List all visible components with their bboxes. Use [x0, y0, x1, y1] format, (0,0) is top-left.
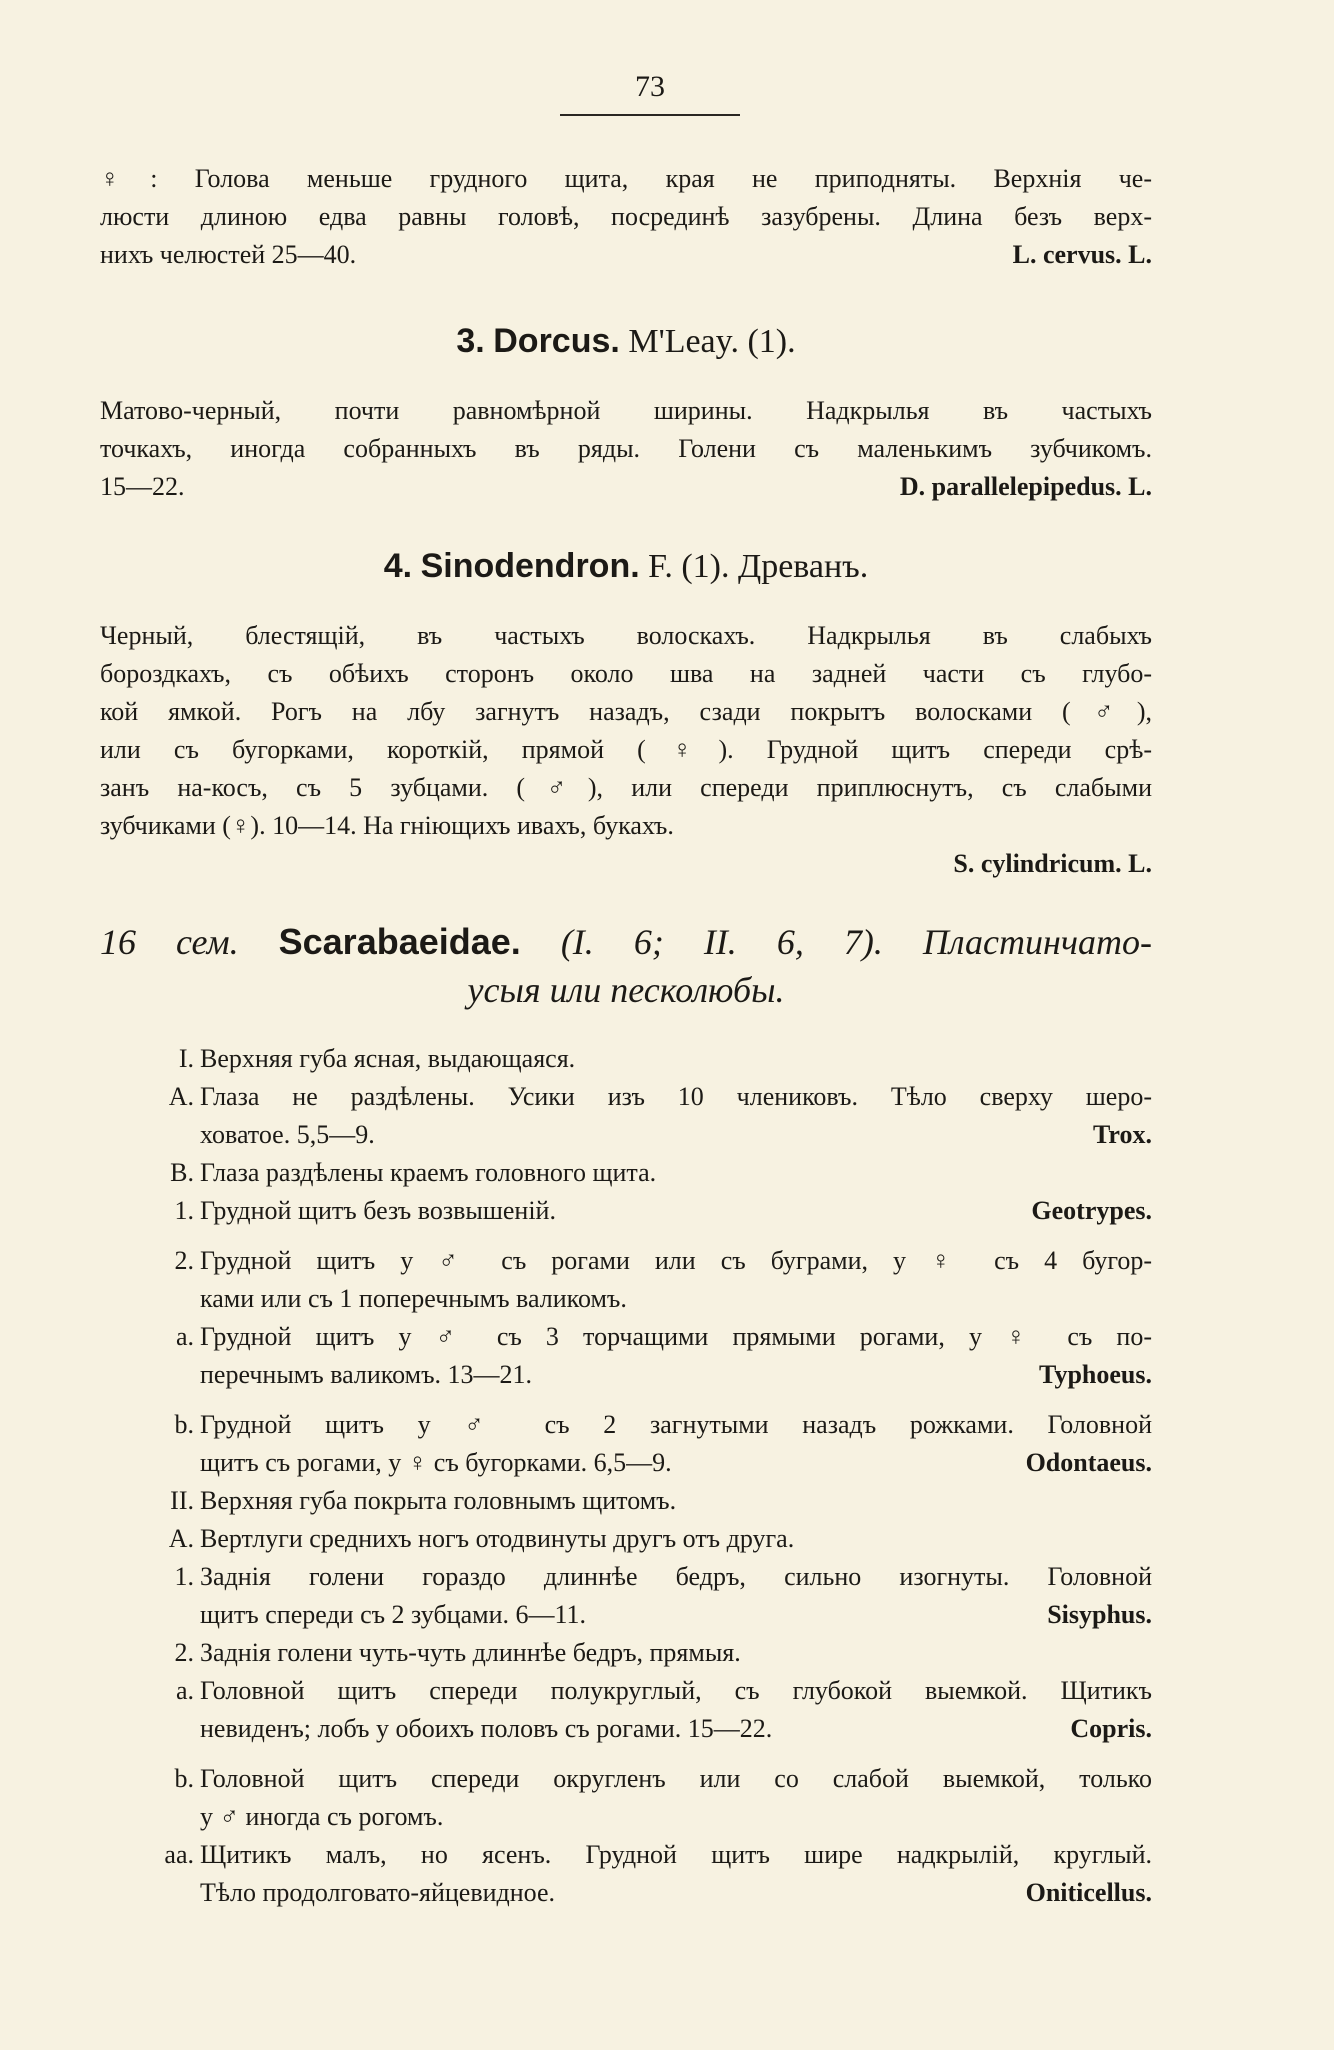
- key-label: b.: [174, 1410, 194, 1439]
- text-line-with-species: [100, 236, 1152, 274]
- text-line: ховатое. 5,5—9.: [200, 1120, 375, 1149]
- family-heading: [100, 918, 1152, 1014]
- key-label: aa.: [164, 1840, 194, 1869]
- text-line: Грудной щитъ безъ возвышеній.: [200, 1196, 556, 1225]
- text-line: зубчиками (♀). 10—14. На гніющихъ ивахъ, букахъ.: [100, 811, 674, 840]
- species-name: Trox.: [1093, 1120, 1152, 1149]
- text-line-with-species: [200, 1710, 1152, 1748]
- text-line: ками или съ 1 поперечнымъ валикомъ.: [200, 1284, 627, 1313]
- key-label: 1.: [174, 1196, 194, 1225]
- dorcus-paragraph: [100, 392, 1152, 506]
- text-line: Вертлуги среднихъ ногъ отодвинуты другъ отъ друга.: [200, 1524, 795, 1553]
- text-line: Грудной щитъ у ♂ съ 3 торчащими прямыми рогами, у ♀ съ по-: [200, 1322, 1152, 1351]
- genus-heading-dorcus: [100, 322, 1152, 361]
- key-item: [100, 1558, 1152, 1634]
- text-line: щитъ съ рогами, у ♀ съ бугорками. 6,5—9.: [200, 1448, 672, 1477]
- key-label: A.: [168, 1524, 194, 1553]
- page-number: 73: [635, 70, 665, 103]
- key-label: B.: [170, 1158, 194, 1187]
- key-item: [100, 1836, 1152, 1912]
- key-item: [100, 1482, 1152, 1520]
- species-name: D. parallelepipedus. L.: [899, 472, 1152, 501]
- text-line: кой ямкой. Рогъ на лбу загнутъ назадъ, сзади покрытъ волосками (♂),: [100, 697, 1152, 726]
- family-number: 16 сем.: [100, 922, 239, 962]
- family-refs: (I. 6; II. 6, 7).: [560, 922, 883, 962]
- sinodendron-paragraph: [100, 617, 1152, 883]
- cervus-paragraph: [100, 160, 1152, 274]
- text-line: Верхняя губа ясная, выдающаяся.: [200, 1044, 576, 1073]
- key-label: I.: [178, 1044, 194, 1073]
- text-line: перечнымъ валикомъ. 13—21.: [200, 1360, 533, 1389]
- key-item: [100, 1760, 1152, 1836]
- genus-author: F. (1). Древанъ.: [648, 548, 869, 585]
- text-line-with-species: [200, 1596, 1152, 1634]
- text-line: Головной щитъ спереди округленъ или со слабой выемкой, только: [200, 1764, 1152, 1793]
- species-name: Oniticellus.: [1025, 1878, 1152, 1907]
- text-line-with-species: [200, 1444, 1152, 1482]
- key-item: [100, 1192, 1152, 1242]
- key-item: [100, 1672, 1152, 1760]
- family-common-name-cont: усыя или песколюбы.: [467, 970, 785, 1010]
- key-item: [100, 1078, 1152, 1154]
- determination-key: [100, 1040, 1152, 1912]
- family-name: Scarabaeidae.: [278, 921, 521, 962]
- species-name: Odontaeus.: [1025, 1448, 1152, 1477]
- genus-number: 4.: [383, 547, 413, 585]
- key-label: a.: [175, 1322, 194, 1351]
- genus-author: M'Leay. (1).: [628, 323, 796, 360]
- key-label: 2.: [174, 1638, 194, 1667]
- key-label: A.: [168, 1082, 194, 1111]
- key-label: b.: [174, 1764, 194, 1793]
- text-line: Грудной щитъ у ♂ съ рогами или съ буграми, у ♀ съ 4 бугор-: [200, 1246, 1152, 1275]
- text-line: Щитикъ малъ, но ясенъ. Грудной щитъ шире надкрылій, круглый.: [200, 1840, 1152, 1869]
- text-line: Заднія голени гораздо длиннѣе бедръ, сильно изогнуты. Головной: [200, 1562, 1152, 1591]
- text-line: бороздкахъ, съ обѣихъ сторонъ около шва на задней части съ глубо-: [100, 659, 1152, 688]
- text-line-with-species: [200, 1192, 1152, 1230]
- text-line: Черный, блестящій, въ частыхъ волоскахъ. Надкрылья въ слабыхъ: [100, 621, 1152, 650]
- text-line: Грудной щитъ у ♂ съ 2 загнутыми назадъ рожками. Головной: [200, 1410, 1152, 1439]
- text-line: нихъ челюстей 25—40.: [100, 240, 357, 269]
- key-item: [100, 1634, 1152, 1672]
- species-line: [100, 845, 1152, 883]
- text-line: невиденъ; лобъ у обоихъ половъ съ рогами. 15—22.: [200, 1714, 773, 1743]
- text-line: ♀: Голова меньше грудного щита, края не приподняты. Верхнія че-: [100, 164, 1152, 193]
- species-name: Sisyphus.: [1047, 1600, 1152, 1629]
- text-line: Глаза раздѣлены краемъ головного щита.: [200, 1158, 657, 1187]
- text-line-with-species: [200, 1356, 1152, 1394]
- text-line: Верхняя губа покрыта головнымъ щитомъ.: [200, 1486, 677, 1515]
- text-line: Заднія голени чуть-чуть длиннѣе бедръ, прямыя.: [200, 1638, 741, 1667]
- text-line-with-species: [100, 468, 1152, 506]
- text-line: Тѣло продолговато-яйцевидное.: [200, 1878, 556, 1907]
- text-line: точкахъ, иногда собранныхъ въ ряды. Голени съ маленькимъ зубчикомъ.: [100, 434, 1152, 463]
- text-line: 15—22.: [100, 472, 185, 501]
- text-line: люсти длиною едва равны головѣ, посрединѣ зазубрены. Длина безъ верх-: [100, 202, 1152, 231]
- key-item: [100, 1318, 1152, 1406]
- text-line: Глаза не раздѣлены. Усики изъ 10 члениковъ. Тѣло сверху шеро-: [200, 1082, 1152, 1111]
- species-name: S. cylindricum. L.: [953, 849, 1152, 878]
- text-line-with-species: [200, 1116, 1152, 1154]
- genus-name: Dorcus.: [493, 322, 620, 360]
- genus-heading-sinodendron: [100, 547, 1152, 586]
- key-item: [100, 1520, 1152, 1558]
- text-line: Матово-черный, почти равномѣрной ширины. Надкрылья въ частыхъ: [100, 396, 1152, 425]
- species-name: L. cervus. L.: [1012, 240, 1152, 269]
- key-item: [100, 1406, 1152, 1482]
- family-common-name: Пластинчато-: [922, 922, 1153, 962]
- key-label: 2.: [174, 1246, 194, 1275]
- key-label: 1.: [174, 1562, 194, 1591]
- text-line: у ♂ иногда съ рогомъ.: [200, 1802, 444, 1831]
- text-line-with-species: [200, 1874, 1152, 1912]
- text-line: Головной щитъ спереди полукруглый, съ глубокой выемкой. Щитикъ: [200, 1676, 1152, 1705]
- genus-name: Sinodendron.: [420, 547, 640, 585]
- key-label: II.: [170, 1486, 194, 1515]
- species-name: Geotrypes.: [1031, 1196, 1152, 1225]
- key-item: [100, 1154, 1152, 1192]
- page-number-rule: [560, 114, 740, 116]
- key-item: [100, 1242, 1152, 1318]
- species-name: Copris.: [1070, 1714, 1152, 1743]
- text-line: щитъ спереди съ 2 зубцами. 6—11.: [200, 1600, 587, 1629]
- key-item: [100, 1040, 1152, 1078]
- family-heading-line: [100, 918, 1152, 966]
- genus-number: 3.: [456, 322, 485, 360]
- text-line: занъ на-косъ, съ 5 зубцами. (♂), или спереди приплюснутъ, съ слабыми: [100, 773, 1152, 802]
- text-line: или съ бугорками, короткій, прямой (♀). Грудной щитъ спереди срѣ-: [100, 735, 1152, 764]
- key-label: a.: [175, 1676, 194, 1705]
- species-name: Typhoeus.: [1039, 1360, 1152, 1389]
